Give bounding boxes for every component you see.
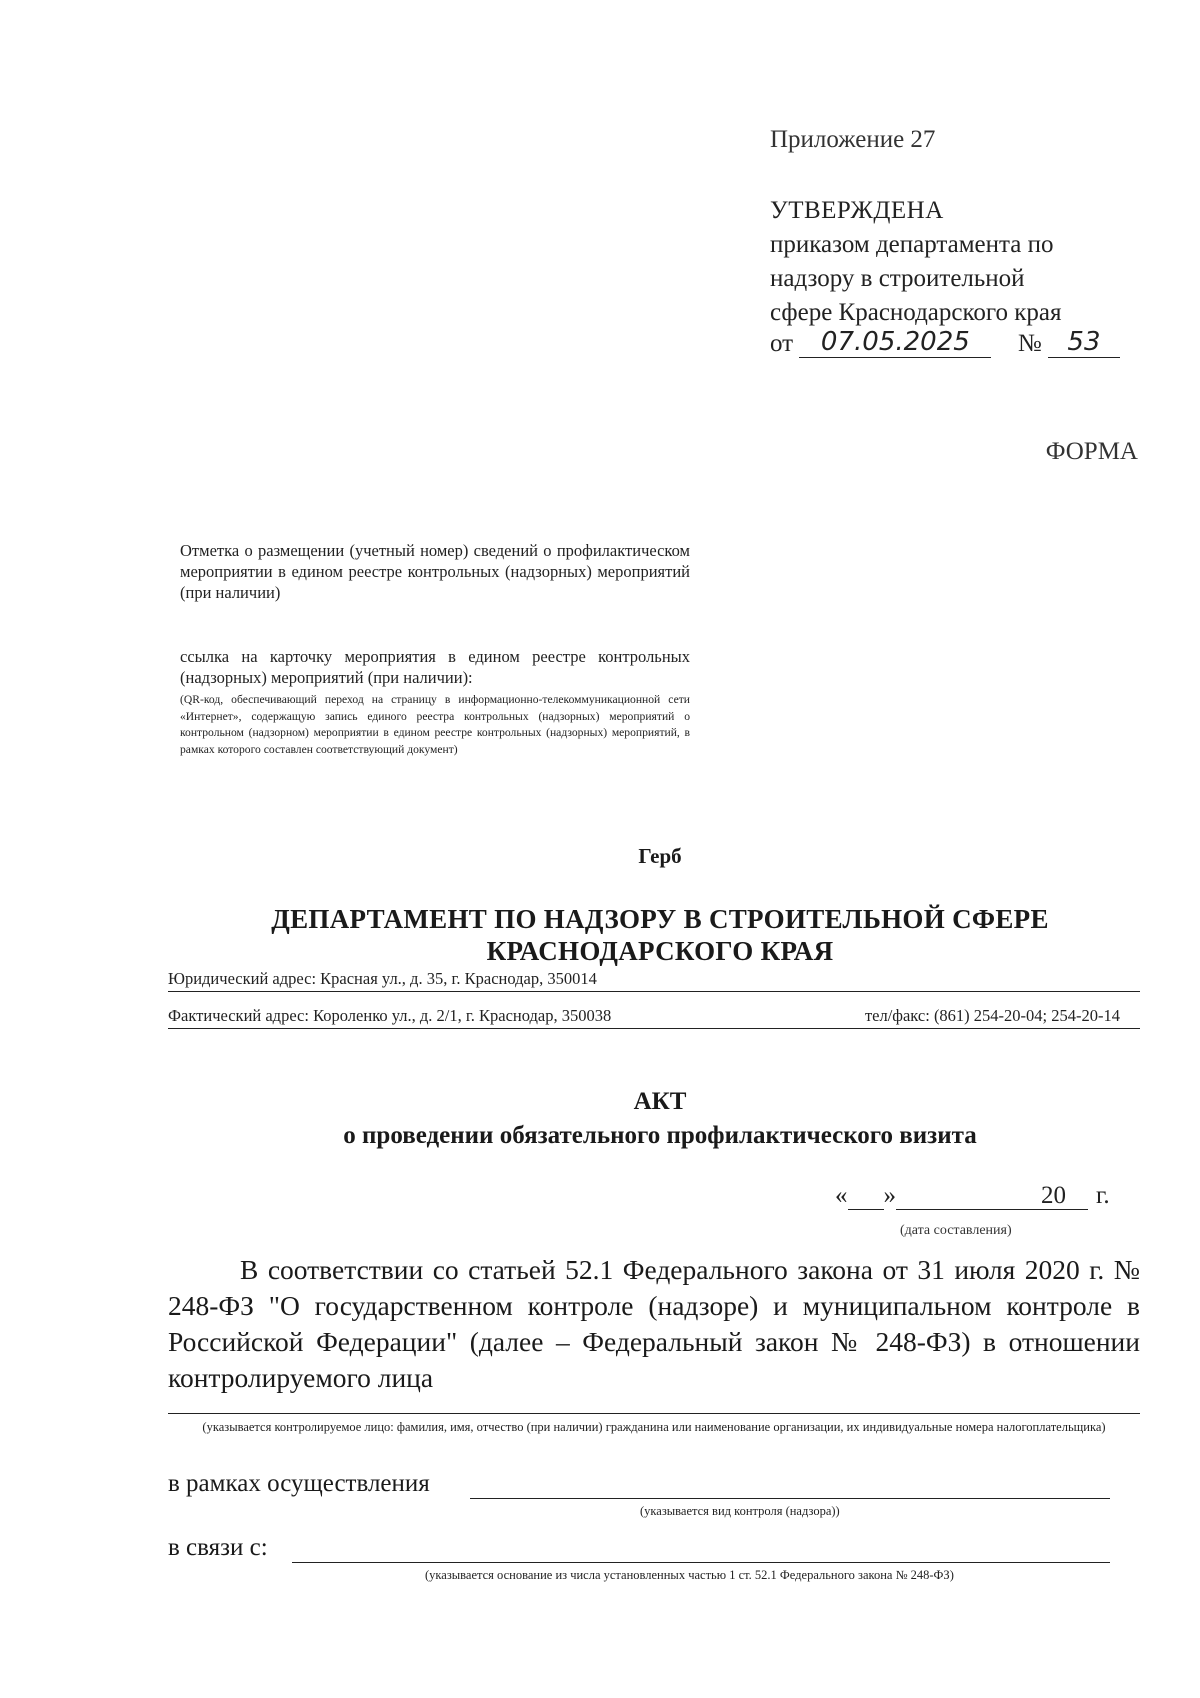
controlled-person-caption: (указывается контролируемое лицо: фамилия, имя, отчество (при наличии) гражданина или наименование организации, их индивидуальные номера налогоплательщика) — [202, 1420, 1106, 1434]
act-title: АКТ — [633, 1088, 687, 1115]
qr-code-note: (QR-код, обеспечивающий переход на страницу в информационно-телекоммуникационной сети «Интернет», содержащую запись единого реестра контрольных (надзорных) мероприятий о контрольном (надзорном) мероприятии в едином реестре контрольных (надзорных) мероприятий, в рамках которого составлен соответствующий документ) — [180, 693, 690, 756]
date-year-suffix: г. — [1096, 1182, 1110, 1209]
year-blank — [1066, 1183, 1088, 1210]
actual-address: Фактический адрес: Короленко ул., д. 2/1, г. Краснодар, 350038 — [168, 1006, 612, 1025]
legal-address: Юридический адрес: Красная ул., д. 35, г. Краснодар, 350014 — [168, 969, 1140, 992]
order-date-field — [799, 328, 991, 358]
registry-mark-note: Отметка о размещении (учетный номер) сведений о профилактическом мероприятии в едином реестре контрольных (надзорных) мероприятий (при наличии) — [180, 541, 690, 602]
card-link-note: ссылка на карточку мероприятия в едином реестре контрольных (надзорных) мероприятий (при наличии): — [180, 647, 690, 687]
phone-fax: тел/факс: (861) 254-20-04; 254-20-14 — [864, 1006, 1120, 1025]
date-close-quote: » — [883, 1182, 896, 1209]
order-line — [770, 328, 1120, 362]
framework-label: в рамках осуществления — [168, 1470, 430, 1497]
approved-title: УТВЕРЖДЕНА — [770, 197, 944, 224]
date-open-quote: « — [835, 1182, 848, 1209]
department-name-line-1: ДЕПАРТАМЕНТ ПО НАДЗОРУ В СТРОИТЕЛЬНОЙ СФЕРЕ — [271, 904, 1049, 934]
order-number: 53 — [1067, 327, 1101, 357]
framework-line[interactable] — [470, 1498, 1110, 1499]
number-label: № — [1017, 330, 1042, 357]
from-label: от — [770, 330, 794, 357]
approved-line-1: приказом департамента по — [770, 231, 1054, 258]
form-label: ФОРМА — [1045, 438, 1138, 465]
date-century: 20 — [1041, 1182, 1066, 1209]
department-name-line-2: КРАСНОДАРСКОГО КРАЯ — [486, 936, 834, 966]
reason-label: в связи с: — [168, 1534, 268, 1561]
month-year-blank — [896, 1183, 1066, 1210]
reason-caption: (указывается основание из числа установленных частью 1 ст. 52.1 Федерального закона № 248-ФЗ) — [425, 1568, 954, 1582]
act-date-field — [835, 1182, 1110, 1212]
approved-line-3: сфере Краснодарского края — [770, 299, 1062, 326]
act-subtitle: о проведении обязательного профилактического визита — [343, 1122, 977, 1149]
approval-block — [770, 194, 1061, 330]
body-paragraph-text: В соответствии со статьей 52.1 Федерального закона от 31 июля 2020 г. № 248-ФЗ "О государственном контроле (надзоре) и муниципальном контроле в Российской Федерации" (далее – Федеральный закон № 248-ФЗ) в отношении контролируемого лица — [168, 1254, 1140, 1393]
actual-address-row — [168, 1006, 1140, 1029]
order-number-field — [1048, 328, 1120, 358]
date-caption: (дата составления) — [900, 1223, 1012, 1238]
framework-caption: (указывается вид контроля (надзора)) — [640, 1504, 840, 1518]
appendix-number: Приложение 27 — [770, 126, 936, 153]
controlled-person-line[interactable] — [168, 1413, 1140, 1414]
department-name — [0, 903, 1200, 967]
reason-line[interactable] — [292, 1562, 1110, 1563]
order-date: 07.05.2025 — [820, 327, 970, 357]
body-paragraph — [168, 1252, 1140, 1396]
approved-line-2: надзору в строительной — [770, 265, 1025, 292]
day-blank — [848, 1183, 884, 1210]
emblem-label: Герб — [638, 844, 682, 868]
